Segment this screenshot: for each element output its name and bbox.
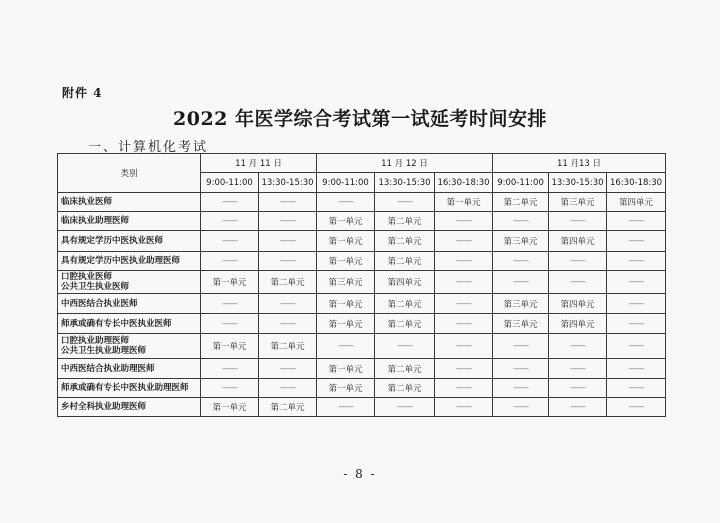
exam-unit-cell: 第二单元 <box>375 359 435 379</box>
exam-unit-cell: 第二单元 <box>375 231 435 252</box>
exam-unit-cell: 第一单元 <box>317 314 375 334</box>
empty-slot-cell: —— <box>259 252 317 271</box>
category-label: 临床执业医师 <box>61 197 113 207</box>
empty-slot-cell: —— <box>259 379 317 398</box>
table-row <box>58 212 666 231</box>
exam-unit-cell: 第三单元 <box>317 271 375 294</box>
empty-slot-cell: —— <box>259 212 317 231</box>
exam-unit-cell: 第四单元 <box>607 193 666 212</box>
table-row <box>58 314 666 334</box>
exam-unit-cell: 第一单元 <box>317 379 375 398</box>
attachment-label: 附件 4 <box>62 86 103 100</box>
category-label: 临床执业助理医师 <box>61 216 130 226</box>
exam-unit-cell: 第三单元 <box>493 294 549 314</box>
exam-unit-cell: 第四单元 <box>549 314 607 334</box>
exam-unit-cell: 第一单元 <box>435 193 493 212</box>
category-label: 具有规定学历中医执业医师 <box>61 236 164 246</box>
exam-unit-cell: 第二单元 <box>259 271 317 294</box>
empty-slot-cell: —— <box>435 231 493 252</box>
empty-slot-cell: —— <box>549 398 607 417</box>
empty-slot-cell: —— <box>549 271 607 294</box>
empty-slot-cell: —— <box>435 212 493 231</box>
table-row <box>58 359 666 379</box>
empty-slot-cell: —— <box>201 231 259 252</box>
page-number: - 8 - <box>343 467 377 481</box>
time-header: 9:00-11:00 <box>493 173 549 193</box>
category-cell <box>58 398 201 417</box>
exam-unit-cell: 第一单元 <box>317 359 375 379</box>
empty-slot-cell: —— <box>435 294 493 314</box>
category-cell <box>58 359 201 379</box>
empty-slot-cell: —— <box>201 212 259 231</box>
empty-slot-cell: —— <box>607 252 666 271</box>
header-row-dates <box>58 154 666 173</box>
empty-slot-cell: —— <box>435 252 493 271</box>
time-header: 13:30-15:30 <box>259 173 317 193</box>
empty-slot-cell: —— <box>549 334 607 359</box>
time-header: 9:00-11:00 <box>201 173 259 193</box>
empty-slot-cell: —— <box>201 193 259 212</box>
empty-slot-cell: —— <box>201 294 259 314</box>
empty-slot-cell: —— <box>259 359 317 379</box>
category-label: 师承或确有专长中医执业医师 <box>61 318 172 329</box>
category-label: 具有规定学历中医执业助理医师 <box>61 256 181 266</box>
empty-slot-cell: —— <box>493 271 549 294</box>
category-cell <box>58 379 201 398</box>
exam-unit-cell: 第二单元 <box>259 334 317 359</box>
empty-slot-cell: —— <box>375 398 435 417</box>
table-header <box>58 154 666 193</box>
empty-slot-cell: —— <box>493 212 549 231</box>
category-cell <box>58 193 201 212</box>
date-header: 11 月 12 日 <box>317 154 493 173</box>
empty-slot-cell: —— <box>607 294 666 314</box>
exam-unit-cell: 第四单元 <box>549 231 607 252</box>
empty-slot-cell: —— <box>259 193 317 212</box>
section-heading: 一、计算机化考试 <box>88 140 209 155</box>
empty-slot-cell: —— <box>549 252 607 271</box>
exam-unit-cell: 第二单元 <box>375 252 435 271</box>
exam-unit-cell: 第一单元 <box>317 231 375 252</box>
empty-slot-cell: —— <box>259 231 317 252</box>
empty-slot-cell: —— <box>549 359 607 379</box>
document-title: 2022 年医学综合考试第一试延考时间安排 <box>173 108 547 130</box>
category-cell <box>58 231 201 252</box>
category-label: 公共卫生执业助理医师 <box>61 346 147 356</box>
empty-slot-cell: —— <box>607 334 666 359</box>
time-header: 9:00-11:00 <box>317 173 375 193</box>
empty-slot-cell: —— <box>259 314 317 334</box>
exam-unit-cell: 第一单元 <box>317 212 375 231</box>
exam-unit-cell: 第三单元 <box>549 193 607 212</box>
table-row <box>58 379 666 398</box>
empty-slot-cell: —— <box>493 379 549 398</box>
exam-unit-cell: 第二单元 <box>493 193 549 212</box>
time-header: 16:30-18:30 <box>435 173 493 193</box>
exam-unit-cell: 第四单元 <box>375 271 435 294</box>
category-header: 类别 <box>58 154 201 193</box>
empty-slot-cell: —— <box>317 398 375 417</box>
empty-slot-cell: —— <box>435 359 493 379</box>
empty-slot-cell: —— <box>435 314 493 334</box>
exam-unit-cell: 第二单元 <box>375 314 435 334</box>
empty-slot-cell: —— <box>435 334 493 359</box>
empty-slot-cell: —— <box>493 334 549 359</box>
exam-unit-cell: 第三单元 <box>493 231 549 252</box>
category-label: 中西医结合执业助理医师 <box>61 363 155 374</box>
exam-unit-cell: 第二单元 <box>259 398 317 417</box>
exam-unit-cell: 第一单元 <box>317 252 375 271</box>
empty-slot-cell: —— <box>435 379 493 398</box>
exam-unit-cell: 第四单元 <box>549 294 607 314</box>
category-cell <box>58 271 201 294</box>
category-cell <box>58 212 201 231</box>
empty-slot-cell: —— <box>201 252 259 271</box>
category-label: 口腔执业医师 <box>61 272 113 282</box>
category-label: 师承或确有专长中医执业助理医师 <box>61 383 189 393</box>
empty-slot-cell: —— <box>201 379 259 398</box>
empty-slot-cell: —— <box>607 379 666 398</box>
empty-slot-cell: —— <box>493 398 549 417</box>
exam-unit-cell: 第二单元 <box>375 294 435 314</box>
category-label: 中西医结合执业医师 <box>61 298 138 309</box>
empty-slot-cell: —— <box>375 193 435 212</box>
time-header: 13:30-15:30 <box>549 173 607 193</box>
exam-schedule-table <box>57 153 666 417</box>
empty-slot-cell: —— <box>607 314 666 334</box>
exam-unit-cell: 第一单元 <box>201 334 259 359</box>
date-header: 11 月 11 日 <box>201 154 317 173</box>
exam-unit-cell: 第一单元 <box>201 271 259 294</box>
empty-slot-cell: —— <box>607 271 666 294</box>
empty-slot-cell: —— <box>201 314 259 334</box>
category-cell <box>58 294 201 314</box>
empty-slot-cell: —— <box>493 359 549 379</box>
table-row <box>58 193 666 212</box>
empty-slot-cell: —— <box>259 294 317 314</box>
empty-slot-cell: —— <box>549 212 607 231</box>
category-label: 公共卫生执业医师 <box>61 282 130 292</box>
table-row <box>58 294 666 314</box>
category-cell <box>58 334 201 359</box>
table-row <box>58 231 666 252</box>
table-row <box>58 271 666 294</box>
empty-slot-cell: —— <box>549 379 607 398</box>
exam-unit-cell: 第一单元 <box>317 294 375 314</box>
empty-slot-cell: —— <box>607 359 666 379</box>
empty-slot-cell: —— <box>201 359 259 379</box>
empty-slot-cell: —— <box>607 398 666 417</box>
table-row <box>58 252 666 271</box>
empty-slot-cell: —— <box>493 252 549 271</box>
category-label: 口腔执业助理医师 <box>61 336 130 346</box>
time-header: 16:30-18:30 <box>607 173 666 193</box>
empty-slot-cell: —— <box>435 271 493 294</box>
empty-slot-cell: —— <box>317 193 375 212</box>
exam-unit-cell: 第一单元 <box>201 398 259 417</box>
exam-unit-cell: 第二单元 <box>375 212 435 231</box>
category-cell <box>58 252 201 271</box>
table-row <box>58 398 666 417</box>
category-cell <box>58 314 201 334</box>
empty-slot-cell: —— <box>317 334 375 359</box>
table-row <box>58 334 666 359</box>
time-header: 13:30-15:30 <box>375 173 435 193</box>
empty-slot-cell: —— <box>607 212 666 231</box>
empty-slot-cell: —— <box>375 334 435 359</box>
category-label: 乡村全科执业助理医师 <box>61 402 147 412</box>
exam-unit-cell: 第三单元 <box>493 314 549 334</box>
table-body <box>58 193 666 417</box>
exam-unit-cell: 第二单元 <box>375 379 435 398</box>
empty-slot-cell: —— <box>607 231 666 252</box>
empty-slot-cell: —— <box>435 398 493 417</box>
date-header: 11 月13 日 <box>493 154 666 173</box>
